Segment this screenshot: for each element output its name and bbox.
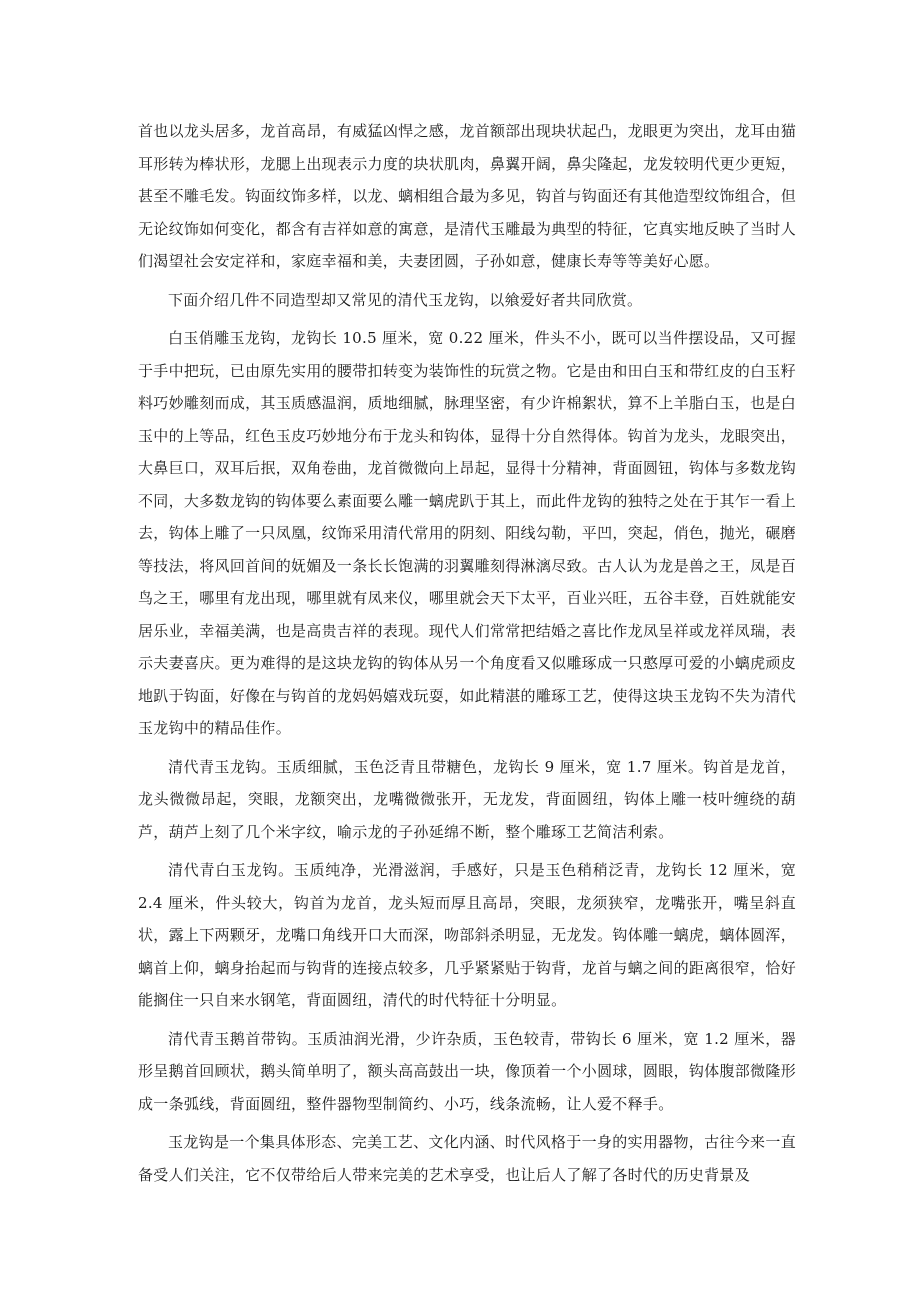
paragraph-goose-head-belt-hook: 清代青玉鹅首带钩。玉质油润光滑，少许杂质，玉色较青，带钩长 6 厘米，宽 1.2 厘米，器形呈鹅首回顾状，鹅头简单明了，额头高高鼓出一块，像顶着一个小圆球，圆眼，钩体腹部微隆形成一条弧线，背面圆纽，整件器物型制简约、小巧，线条流畅，让人爱不释手。 (138, 1029, 796, 1113)
paragraph-introduction: 下面介绍几件不同造型却又常见的清代玉龙钩，以飨爱好者共同欣赏。 (168, 290, 643, 309)
paragraph-conclusion: 玉龙钩是一个集具体形态、完美工艺、文化内涵、时代风格于一身的实用器物，古往今来一直备受人们关注，它不仅带给后人带来完美的艺术享受，也让后人了解了各时代的历史背景及 (138, 1133, 796, 1184)
paragraph-celadon-jade-dragon-hook: 清代青白玉龙钩。玉质纯净，光滑滋润，手感好，只是玉色稍稍泛青，龙钩长 12 厘米，宽 2.4 厘米，件头较大，钩首为龙首，龙头短而厚且高昂，突眼，龙须狭窄，龙嘴张开，嘴呈斜直状，露上下两颗牙，龙嘴口角线开口大而深，吻部斜杀明显，无龙发。钩体雕一螭虎，螭体圆浑，螭首上仰，螭身抬起而与钩背的连接点较多，几乎紧紧贴于钩背，龙首与螭之间的距离很窄，恰好能搁住一只自来水钢笔，背面圆纽，清代的时代特征十分明显。 (138, 861, 796, 1009)
paragraph-green-jade-dragon-hook: 清代青玉龙钩。玉质细腻，玉色泛青且带糖色，龙钩长 9 厘米，宽 1.7 厘米。钩首是龙首，龙头微微昂起，突眼，龙额突出，龙嘴微微张开，无龙发，背面圆纽，钩体上雕一枝叶缠绕的葫芦，葫芦上刻了几个米字纹，喻示龙的子孙延绵不断，整个雕琢工艺简洁利索。 (138, 757, 796, 841)
paragraph-white-jade-dragon-hook: 白玉俏雕玉龙钩，龙钩长 10.5 厘米，宽 0.22 厘米，件头不小，既可以当件摆设品，又可握于手中把玩，已由原先实用的腰带扣转变为装饰性的玩赏之物。它是由和田白玉和带红皮的白玉籽料巧妙雕刻而成，其玉质感温润，质地细腻，脉理坚密，有少许棉絮状，算不上羊脂白玉，也是白玉中的上等品，红色玉皮巧妙地分布于龙头和钩体，显得十分自然得体。钩首为龙头，龙眼突出，大鼻巨口，双耳后抿，双角卷曲，龙首微微向上昂起，显得十分精神，背面圆钮，钩体与多数龙钩不同，大多数龙钩的钩体要么素面要么雕一螭虎趴于其上，而此件龙钩的独特之处在于其乍一看上去，钩体上雕了一只凤凰，纹饰采用清代常用的阴刻、阳线勾勒，平凹，突起，俏色，抛光，碾磨等技法，将风回首间的妩媚及一条长长饱满的羽翼雕刻得淋漓尽致。古人认为龙是兽之王，凤是百鸟之王，哪里有龙出现，哪里就有凤来仪，哪里就会天下太平，百业兴旺，五谷丰登，百姓就能安居乐业，幸福美满，也是高贵吉祥的表现。现代人们常常把结婚之喜比作龙凤呈祥或龙祥凤瑞，表示夫妻喜庆。更为难得的是这块龙钩的钩体从另一个角度看又似雕琢成一只憨厚可爱的小螭虎顽皮地趴于钩面，好像在与钩首的龙妈妈嬉戏玩耍，如此精湛的雕琢工艺，使得这块玉龙钩不失为清代玉龙钩中的精品佳作。 (138, 329, 796, 737)
document-body (138, 115, 796, 1197)
paragraph-dragon-head-features: 首也以龙头居多，龙首高昂，有威猛凶悍之感，龙首额部出现块状起凸，龙眼更为突出，龙耳由猫耳形转为棒状形，龙腮上出现表示力度的块状肌肉，鼻翼开阔，鼻尖隆起，龙发较明代更少更短，甚至不雕毛发。钩面纹饰多样，以龙、螭相组合最为多见，钩首与钩面还有其他造型纹饰组合，但无论纹饰如何变化，都含有吉祥如意的寓意，是清代玉雕最为典型的特征，它真实地反映了当时人们渴望社会安定祥和，家庭幸福和美，夫妻团圆，子孙如意，健康长寿等等美好心愿。 (138, 122, 796, 270)
